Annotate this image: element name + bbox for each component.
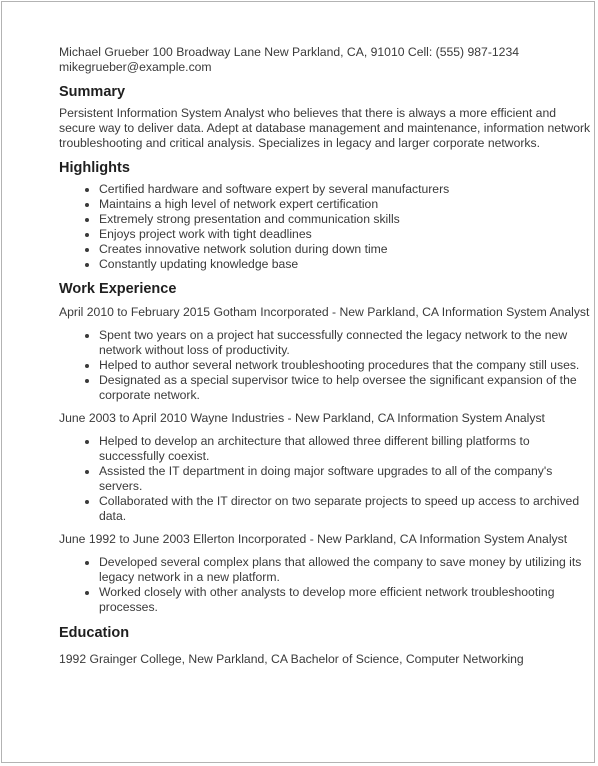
- highlight-item: • Maintains a high level of network expert certification: [99, 197, 595, 212]
- job-title-line: June 1992 to June 2003 Ellerton Incorporated - New Parkland, CA Information System Analyst: [59, 532, 568, 546]
- education-heading: Education: [59, 625, 130, 641]
- job-entry: [59, 305, 595, 403]
- highlights-list: [59, 182, 595, 272]
- highlight-item: • Constantly updating knowledge base: [99, 257, 595, 272]
- job-bullet: • Helped to develop an architecture that allowed three different billing platforms to successfully coexist.: [99, 434, 595, 464]
- job-entry: [59, 532, 595, 615]
- job-bullet: • Assisted the IT department in doing major software upgrades to all of the company's servers.: [99, 464, 595, 494]
- summary-heading: Summary: [59, 84, 126, 100]
- contact-line-email: mikegrueber@example.com: [59, 60, 212, 74]
- contact-line-address: Michael Grueber 100 Broadway Lane New Parkland, CA, 91010 Cell: (555) 987-1234: [59, 45, 520, 59]
- job-bullet: • Collaborated with the IT director on two separate projects to speed up access to archived data.: [99, 494, 595, 524]
- highlight-item: • Extremely strong presentation and communication skills: [99, 212, 595, 227]
- job-bullet: • Developed several complex plans that allowed the company to save money by utilizing its legacy network in a new platform.: [99, 555, 595, 585]
- job-bullet: • Worked closely with other analysts to develop more efficient network troubleshooting processes.: [99, 585, 595, 615]
- job-bullets: [59, 434, 595, 524]
- highlight-item: • Enjoys project work with tight deadlines: [99, 227, 595, 242]
- work-experience-heading: Work Experience: [59, 281, 177, 297]
- job-entry: [59, 411, 595, 524]
- job-bullets: [59, 555, 595, 615]
- resume-page: [1, 1, 595, 763]
- education-line: 1992 Grainger College, New Parkland, CA Bachelor of Science, Computer Networking: [59, 652, 524, 666]
- job-title-line: June 2003 to April 2010 Wayne Industries - New Parkland, CA Information System Analyst: [59, 411, 545, 425]
- job-bullet: • Designated as a special supervisor twice to help oversee the significant expansion of the corporate network.: [99, 373, 595, 403]
- job-bullet: • Helped to author several network troubleshooting procedures that the company still uses.: [99, 358, 595, 373]
- highlight-item: • Creates innovative network solution during down time: [99, 242, 595, 257]
- job-bullet: • Spent two years on a project hat successfully connected the legacy network to the new network without loss of productivity.: [99, 328, 595, 358]
- job-title-line: April 2010 to February 2015 Gotham Incorporated - New Parkland, CA Information System Analyst: [59, 305, 590, 319]
- highlight-item: • Certified hardware and software expert by several manufacturers: [99, 182, 595, 197]
- contact-info: [59, 45, 595, 75]
- job-bullets: [59, 328, 595, 403]
- resume-content: [59, 45, 595, 667]
- highlights-heading: Highlights: [59, 160, 130, 176]
- summary-text: Persistent Information System Analyst who believes that there is always a more efficient and secure way to deliver data. Adept at database management and maintenance, information network troubleshooting and critical analysis. Specializes in legacy and larger corporate networks.: [59, 106, 591, 150]
